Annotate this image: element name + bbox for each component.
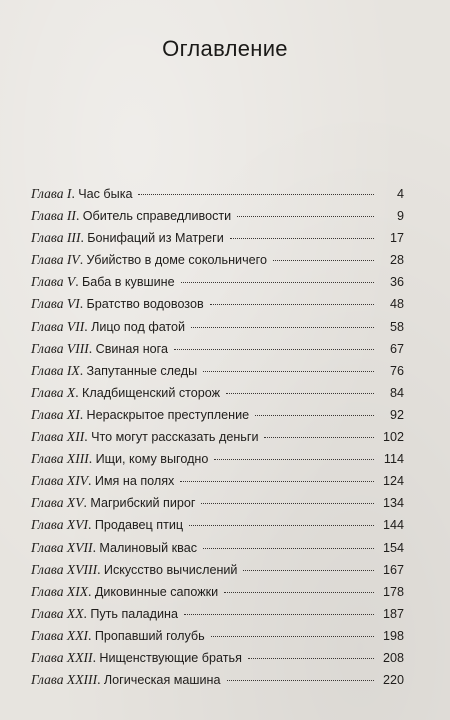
- toc-entry: [31, 470, 404, 492]
- toc-entry: [31, 271, 404, 293]
- chapter-number: Глава I: [31, 186, 72, 201]
- toc-entry: [31, 227, 404, 249]
- toc-entry: [31, 338, 404, 360]
- toc-entry: [31, 360, 404, 382]
- chapter-title: Бонифаций из Матреги: [87, 231, 224, 246]
- page-number: 9: [396, 209, 404, 224]
- toc-entry: [31, 249, 404, 271]
- chapter-number: Глава XXIII: [31, 672, 98, 688]
- chapter-number: Глава VIII: [31, 340, 89, 356]
- dot-leader: [138, 194, 374, 195]
- chapter-title: Нераскрытое преступление: [86, 407, 250, 422]
- toc-entry: [31, 492, 404, 514]
- toc-entry: [31, 647, 404, 669]
- dot-leader: [189, 525, 374, 526]
- dot-leader: [210, 304, 374, 305]
- dot-leader: [201, 503, 374, 504]
- chapter-title: Что могут рассказать деньги: [91, 430, 259, 445]
- toc-entry: [31, 316, 404, 338]
- toc-entry: [31, 603, 404, 625]
- chapter-number: Глава VII: [31, 318, 85, 334]
- chapter-separator: .: [75, 384, 83, 400]
- chapter-title: Малиновый квас: [99, 540, 197, 555]
- chapter-separator: .: [83, 495, 91, 511]
- chapter-title: Свиная нога: [95, 341, 168, 356]
- chapter-title: Продавец птиц: [94, 518, 184, 533]
- chapter-title: Обитель справедливости: [82, 209, 232, 224]
- toc-entry: [31, 625, 404, 647]
- chapter-number: Глава VI: [31, 296, 80, 312]
- page-number: 28: [389, 253, 404, 268]
- chapter-number: Глава XVII: [31, 539, 93, 555]
- chapter-number: Глава XI: [31, 406, 80, 422]
- chapter-number: Глава XIII: [31, 451, 89, 467]
- page-number: 76: [389, 363, 404, 378]
- dot-leader: [226, 393, 374, 394]
- dot-leader: [224, 592, 374, 593]
- chapter-separator: .: [84, 318, 92, 334]
- chapter-title: Диковинные сапожки: [94, 584, 219, 599]
- toc-entry: [31, 581, 404, 603]
- dot-leader: [243, 570, 374, 571]
- chapter-separator: .: [75, 274, 83, 290]
- page-number: 198: [382, 628, 404, 643]
- chapter-separator: .: [88, 451, 96, 467]
- chapter-separator: .: [88, 340, 96, 356]
- chapter-title: Имя на полях: [94, 474, 175, 489]
- chapter-separator: .: [97, 672, 104, 688]
- chapter-separator: .: [75, 208, 83, 224]
- dot-leader: [255, 415, 374, 416]
- chapter-title: Путь паладина: [90, 606, 179, 621]
- page-number: 102: [382, 430, 404, 445]
- toc-entry: [31, 537, 404, 559]
- chapter-number: Глава XXI: [31, 627, 89, 643]
- chapter-number: Глава X: [31, 384, 76, 400]
- page-number: 124: [382, 474, 404, 489]
- chapter-separator: .: [83, 605, 91, 621]
- chapter-number: Глава XXII: [31, 649, 93, 665]
- chapter-title: Запутанные следы: [86, 363, 198, 378]
- toc-entry: [31, 669, 404, 691]
- chapter-separator: .: [79, 252, 87, 268]
- chapter-separator: .: [80, 230, 88, 246]
- dot-leader: [264, 437, 374, 438]
- chapter-title: Логическая машина: [103, 673, 221, 688]
- dot-leader: [211, 636, 374, 637]
- toc-entry: [31, 205, 404, 227]
- dot-leader: [248, 658, 374, 659]
- chapter-separator: .: [92, 649, 100, 665]
- chapter-number: Глава XX: [31, 605, 84, 621]
- toc-entry: [31, 448, 404, 470]
- toc-entry: [31, 382, 404, 404]
- page-number: 220: [382, 673, 404, 688]
- page-number: 154: [382, 540, 404, 555]
- chapter-title: Убийство в доме сокольничего: [86, 253, 267, 268]
- page-number: 84: [389, 385, 404, 400]
- toc-entry: [31, 426, 404, 448]
- chapter-number: Глава XIX: [31, 583, 89, 599]
- chapter-number: Глава XV: [31, 495, 84, 511]
- chapter-number: Глава IX: [31, 362, 80, 378]
- chapter-separator: .: [79, 406, 87, 422]
- page-number: 208: [382, 650, 404, 665]
- chapter-separator: .: [84, 429, 92, 445]
- chapter-separator: .: [79, 296, 87, 312]
- chapter-separator: .: [79, 362, 87, 378]
- chapter-separator: .: [88, 473, 95, 489]
- page-number: 187: [382, 606, 404, 621]
- chapter-title: Кладбищенский сторож: [82, 385, 221, 400]
- chapter-number: Глава V: [31, 274, 76, 290]
- dot-leader: [227, 680, 374, 681]
- dot-leader: [203, 548, 374, 549]
- toc-entry: [31, 293, 404, 315]
- chapter-separator: .: [88, 583, 95, 599]
- chapter-number: Глава IV: [31, 252, 80, 268]
- chapter-number: Глава II: [31, 208, 76, 224]
- chapter-number: Глава XVI: [31, 517, 89, 533]
- page-number: 67: [389, 341, 404, 356]
- chapter-separator: .: [88, 627, 95, 643]
- chapter-separator: .: [92, 539, 100, 555]
- toc-entry: [31, 514, 404, 536]
- toc-entry: [31, 404, 404, 426]
- dot-leader: [203, 371, 374, 372]
- page-number: 58: [389, 319, 404, 334]
- chapter-title: Час быка: [78, 187, 133, 201]
- chapter-title: Искусство вычислений: [103, 562, 238, 577]
- toc-entry: [31, 183, 404, 205]
- chapter-title: Баба в кувшине: [82, 275, 175, 290]
- toc-entry: [31, 559, 404, 581]
- chapter-title: Пропавший голубь: [94, 628, 205, 643]
- dot-leader: [181, 282, 374, 283]
- chapter-title: Ищи, кому выгодно: [95, 452, 209, 467]
- dot-leader: [214, 459, 374, 460]
- chapter-separator: .: [71, 186, 79, 201]
- chapter-number: Глава XII: [31, 429, 85, 445]
- page-number: 167: [382, 562, 404, 577]
- chapter-number: Глава XVIII: [31, 561, 98, 577]
- page-number: 144: [382, 518, 404, 533]
- table-of-contents: [31, 183, 404, 691]
- dot-leader: [191, 327, 374, 328]
- page-number: 17: [389, 231, 404, 246]
- chapter-number: Глава XIV: [31, 473, 89, 489]
- page-number: 4: [396, 187, 404, 201]
- page-title: Оглавление: [162, 36, 288, 61]
- dot-leader: [180, 481, 374, 482]
- chapter-title: Магрибский пирог: [90, 496, 196, 511]
- dot-leader: [237, 216, 374, 217]
- chapter-title: Братство водовозов: [86, 297, 204, 312]
- dot-leader: [230, 238, 374, 239]
- chapter-title: Лицо под фатой: [91, 319, 186, 334]
- chapter-separator: .: [97, 561, 104, 577]
- page-number: 36: [389, 275, 404, 290]
- page-number: 48: [389, 297, 404, 312]
- page-number: 114: [383, 452, 404, 467]
- chapter-number: Глава III: [31, 230, 81, 246]
- dot-leader: [184, 614, 374, 615]
- dot-leader: [174, 349, 374, 350]
- page-number: 134: [382, 496, 404, 511]
- page-number: 178: [382, 584, 404, 599]
- dot-leader: [273, 260, 374, 261]
- chapter-title: Нищенствующие братья: [99, 650, 242, 665]
- page-number: 92: [389, 407, 404, 422]
- chapter-separator: .: [88, 517, 95, 533]
